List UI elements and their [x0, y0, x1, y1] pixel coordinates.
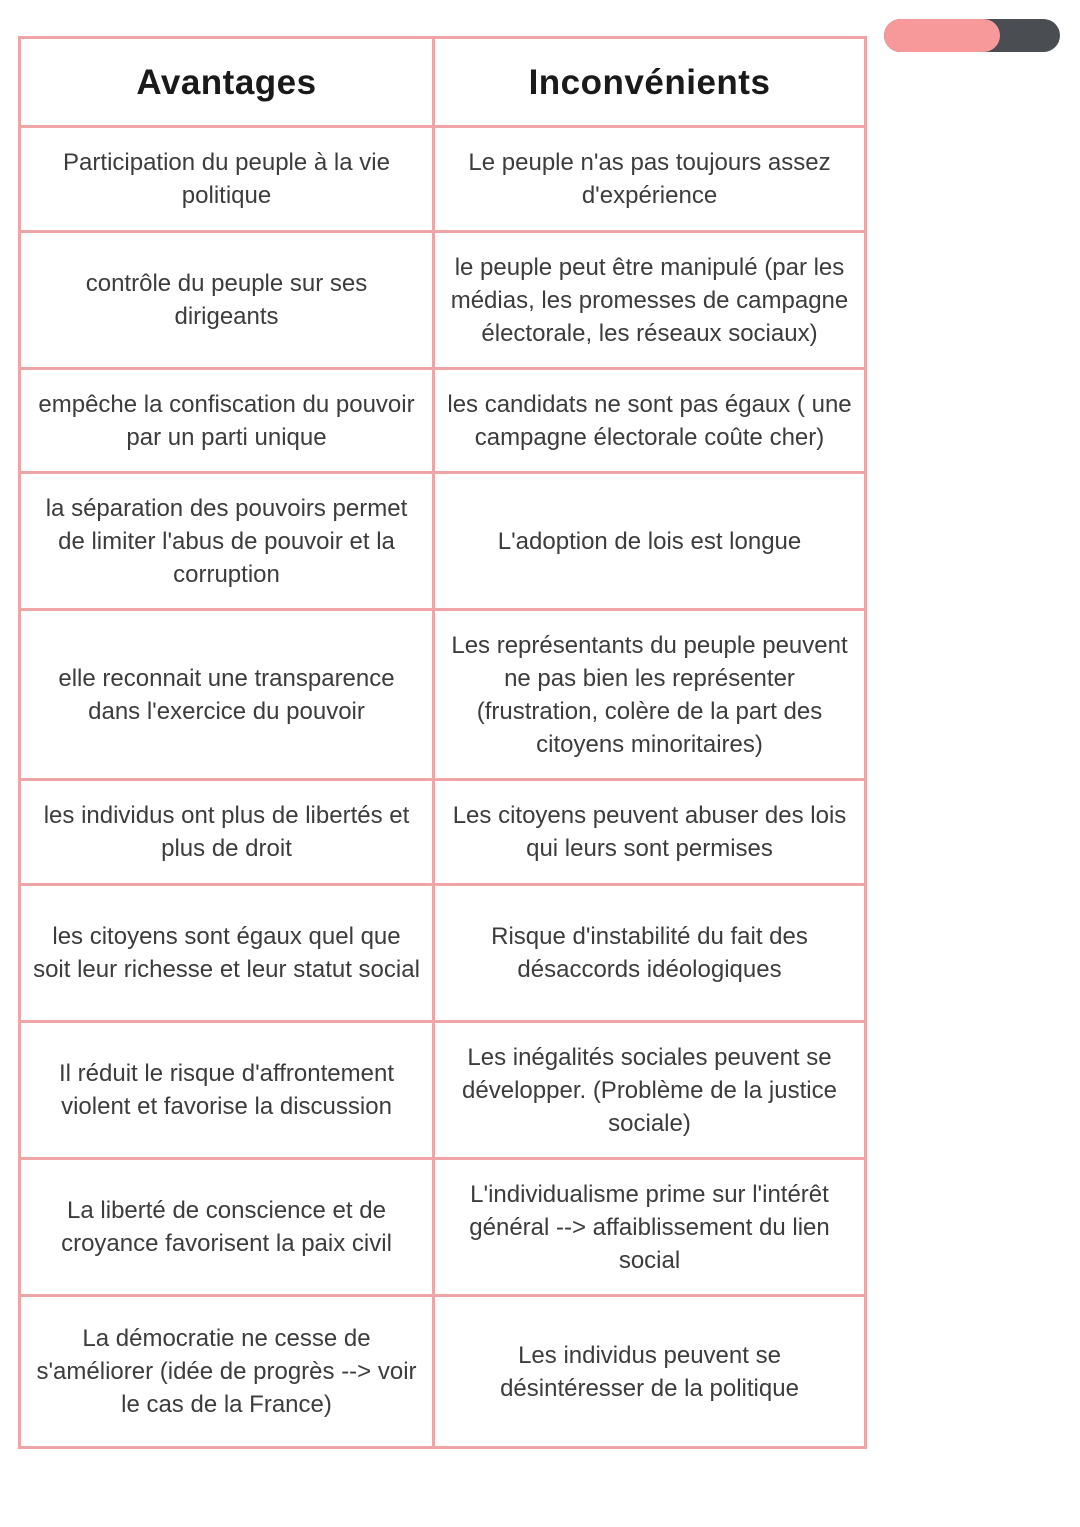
disadvantage-cell: Les inégalités sociales peuvent se développer. (Problème de la justice sociale): [434, 1022, 866, 1159]
header-disadvantages: Inconvénients: [434, 38, 866, 127]
table-row: [20, 780, 866, 885]
table-row: [20, 610, 866, 780]
table-row: [20, 1022, 866, 1159]
disadvantage-cell: L'individualisme prime sur l'intérêt général --> affaiblissement du lien social: [434, 1159, 866, 1296]
advantage-cell: empêche la confiscation du pouvoir par un parti unique: [20, 369, 434, 473]
table-row: [20, 473, 866, 610]
disadvantage-cell: L'adoption de lois est longue: [434, 473, 866, 610]
disadvantage-cell: les candidats ne sont pas égaux ( une campagne électorale coûte cher): [434, 369, 866, 473]
advantage-cell: elle reconnait une transparence dans l'exercice du pouvoir: [20, 610, 434, 780]
disadvantage-cell: Risque d'instabilité du fait des désaccords idéologiques: [434, 885, 866, 1022]
table-row: [20, 232, 866, 369]
disadvantage-cell: Les représentants du peuple peuvent ne pas bien les représenter (frustration, colère de la part des citoyens minoritaires): [434, 610, 866, 780]
disadvantage-cell: Le peuple n'as pas toujours assez d'expérience: [434, 127, 866, 232]
advantage-cell: la séparation des pouvoirs permet de limiter l'abus de pouvoir et la corruption: [20, 473, 434, 610]
progress-bar: [884, 19, 1060, 52]
disadvantage-cell: Les citoyens peuvent abuser des lois qui leurs sont permises: [434, 780, 866, 885]
advantage-cell: les citoyens sont égaux quel que soit leur richesse et leur statut social: [20, 885, 434, 1022]
advantage-cell: les individus ont plus de libertés et plus de droit: [20, 780, 434, 885]
table-row: [20, 1159, 866, 1296]
disadvantage-cell: le peuple peut être manipulé (par les médias, les promesses de campagne électorale, les réseaux sociaux): [434, 232, 866, 369]
table-header-row: [20, 38, 866, 127]
table-row: [20, 369, 866, 473]
advantage-cell: Il réduit le risque d'affrontement violent et favorise la discussion: [20, 1022, 434, 1159]
header-advantages: Avantages: [20, 38, 434, 127]
table-row: [20, 1296, 866, 1448]
comparison-table: [18, 36, 867, 1449]
advantage-cell: Participation du peuple à la vie politique: [20, 127, 434, 232]
table-row: [20, 127, 866, 232]
advantage-cell: La démocratie ne cesse de s'améliorer (idée de progrès --> voir le cas de la France): [20, 1296, 434, 1448]
advantage-cell: La liberté de conscience et de croyance favorisent la paix civil: [20, 1159, 434, 1296]
table-row: [20, 885, 866, 1022]
disadvantage-cell: Les individus peuvent se désintéresser de la politique: [434, 1296, 866, 1448]
advantage-cell: contrôle du peuple sur ses dirigeants: [20, 232, 434, 369]
progress-bar-fill: [884, 19, 1000, 52]
